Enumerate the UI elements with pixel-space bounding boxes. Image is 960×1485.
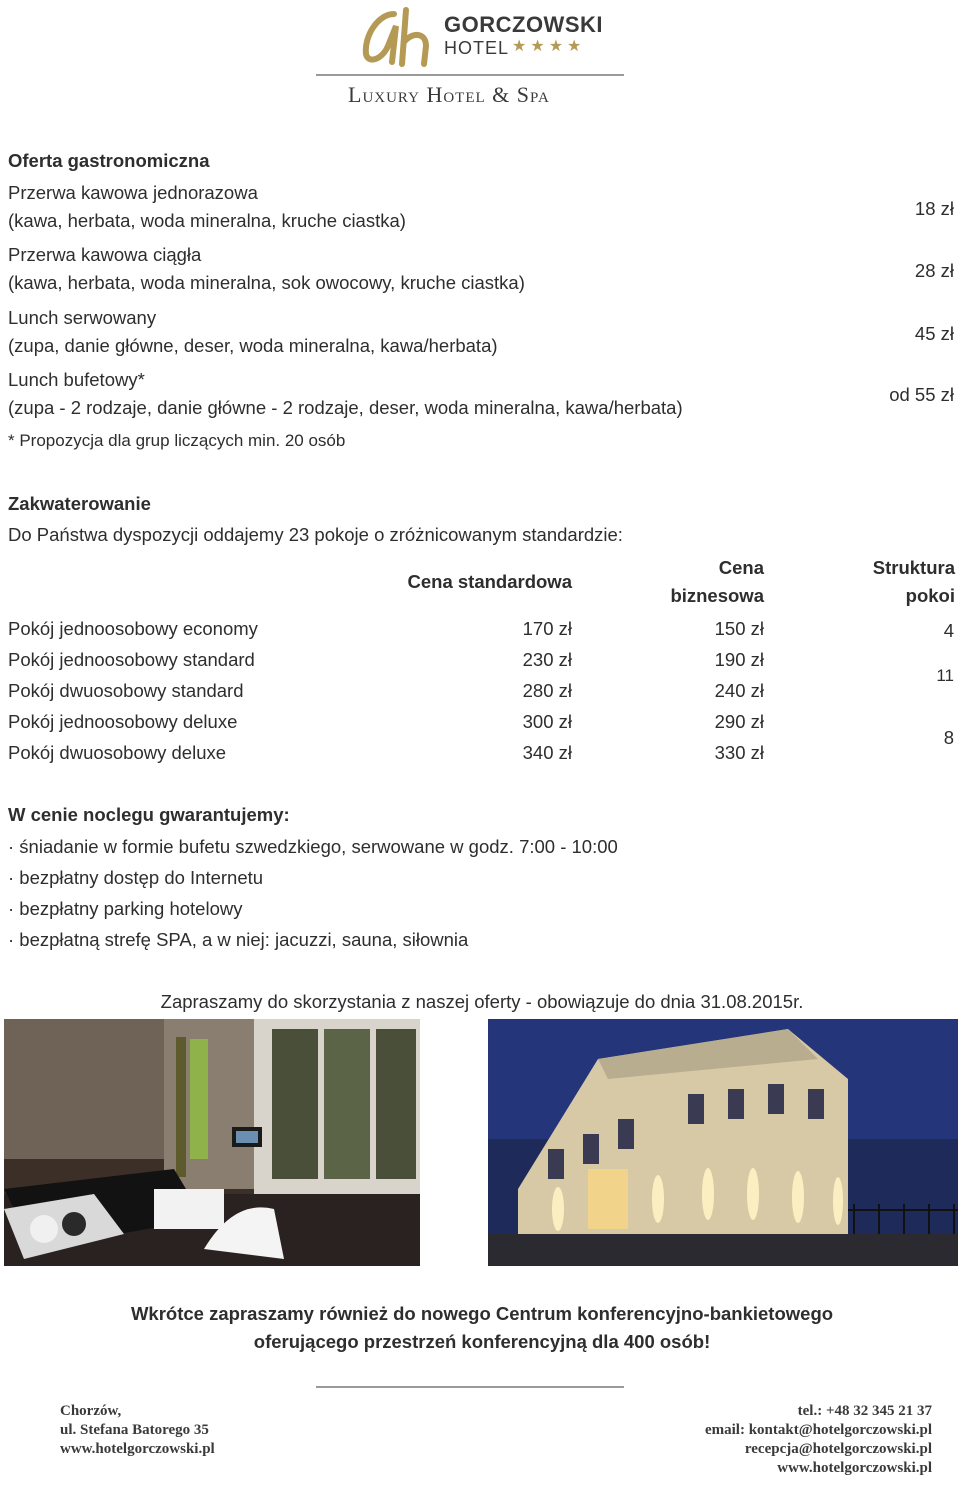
- footer-website: www.hotelgorczowski.pl: [60, 1441, 215, 1457]
- room-name: Pokój dwuosobowy deluxe: [8, 742, 227, 763]
- room-standard-price: 230 zł: [522, 649, 572, 670]
- room-name: Pokój dwuosobowy standard: [8, 680, 244, 701]
- gastronomy-title: Oferta gastronomiczna: [8, 150, 210, 171]
- header-divider: [316, 74, 624, 76]
- footer-city: Chorzów,: [60, 1403, 122, 1419]
- footer-email-reception: recepcja@hotelgorczowski.pl: [744, 1441, 932, 1457]
- announcement-line: Wkrótce zapraszamy również do nowego Centrum konferencyjno-bankietowego: [130, 1303, 834, 1324]
- footer-street: ul. Stefana Batorego 35: [60, 1422, 209, 1438]
- brand-stars: ★★★★: [512, 38, 586, 55]
- menu-item-desc: (kawa, herbata, woda mineralna, sok owocowy, kruche ciastka): [8, 272, 525, 293]
- menu-item-price: 28 zł: [914, 260, 954, 281]
- hotel-logo-icon: [356, 6, 446, 68]
- footer-website: www.hotelgorczowski.pl: [777, 1460, 932, 1476]
- accommodation-title: Zakwaterowanie: [8, 493, 151, 514]
- room-business-price: 240 zł: [714, 680, 764, 701]
- room-structure-count: 11: [936, 666, 954, 685]
- included-item: · bezpłatny parking hotelowy: [8, 898, 243, 919]
- accommodation-intro: Do Państwa dyspozycji oddajemy 23 pokoje o zróżnicowanym standardzie:: [8, 524, 623, 545]
- column-header-business-price: biznesowa: [670, 585, 764, 606]
- hotel-room-photo: [4, 1019, 420, 1266]
- room-standard-price: 340 zł: [522, 742, 572, 763]
- room-business-price: 150 zł: [714, 618, 764, 639]
- brand-name: GORCZOWSKI: [444, 12, 603, 37]
- room-standard-price: 170 zł: [522, 618, 572, 639]
- menu-item-name: Przerwa kawowa jednorazowa: [8, 182, 258, 203]
- hotel-building-photo: [488, 1019, 958, 1266]
- room-standard-price: 280 zł: [522, 680, 572, 701]
- footer-address: [60, 1402, 215, 1459]
- column-header-room-structure: pokoi: [905, 585, 955, 606]
- included-title: W cenie noclegu gwarantujemy:: [8, 804, 290, 825]
- menu-item-price: 18 zł: [914, 198, 954, 219]
- announcement-line: oferującego przestrzeń konferencyjną dla 400 osób!: [253, 1331, 711, 1352]
- footer-email: email: kontakt@hotelgorczowski.pl: [704, 1422, 932, 1438]
- tagline: Luxury Hotel & Spa: [348, 82, 550, 107]
- menu-item-name: Lunch bufetowy*: [8, 369, 145, 390]
- room-business-price: 190 zł: [714, 649, 764, 670]
- menu-item-desc: (zupa, danie główne, deser, woda mineralna, kawa/herbata): [8, 335, 498, 356]
- included-item: · bezpłatną strefę SPA, a w niej: jacuzzi, sauna, siłownia: [8, 929, 469, 950]
- room-structure-count: 8: [943, 727, 954, 748]
- included-item: · śniadanie w formie bufetu szwedzkiego, serwowane w godz. 7:00 - 10:00: [8, 836, 618, 857]
- included-item: · bezpłatny dostęp do Internetu: [8, 867, 264, 888]
- room-business-price: 330 zł: [714, 742, 764, 763]
- column-header-business-price: Cena: [718, 557, 764, 578]
- menu-item-name: Przerwa kawowa ciągła: [8, 244, 202, 265]
- room-name: Pokój jednoosobowy deluxe: [8, 711, 238, 732]
- room-name: Pokój jednoosobowy economy: [8, 618, 258, 639]
- menu-item-price: od 55 zł: [889, 384, 954, 405]
- room-structure-count: 4: [943, 620, 954, 641]
- menu-item-desc: (zupa - 2 rodzaje, danie główne - 2 rodzaje, deser, woda mineralna, kawa/herbata): [8, 397, 683, 418]
- column-header-room-structure: Struktura: [872, 557, 955, 578]
- room-name: Pokój jednoosobowy standard: [8, 649, 255, 670]
- footer-phone: tel.: +48 32 345 21 37: [797, 1403, 932, 1419]
- footer-contact: [705, 1402, 932, 1478]
- room-standard-price: 300 zł: [522, 711, 572, 732]
- footer-divider: [316, 1386, 624, 1388]
- menu-item-name: Lunch serwowany: [8, 307, 157, 328]
- brand-hotel: HOTEL: [444, 38, 510, 58]
- gastronomy-note: * Propozycja dla grup liczących min. 20 osób: [8, 431, 346, 450]
- room-business-price: 290 zł: [714, 711, 764, 732]
- menu-item-desc: (kawa, herbata, woda mineralna, kruche ciastka): [8, 210, 406, 231]
- offer-invitation: Zapraszamy do skorzystania z naszej oferty - obowiązuje do dnia 31.08.2015r.: [160, 991, 804, 1012]
- menu-item-price: 45 zł: [914, 323, 954, 344]
- column-header-standard-price: Cena standardowa: [407, 571, 572, 592]
